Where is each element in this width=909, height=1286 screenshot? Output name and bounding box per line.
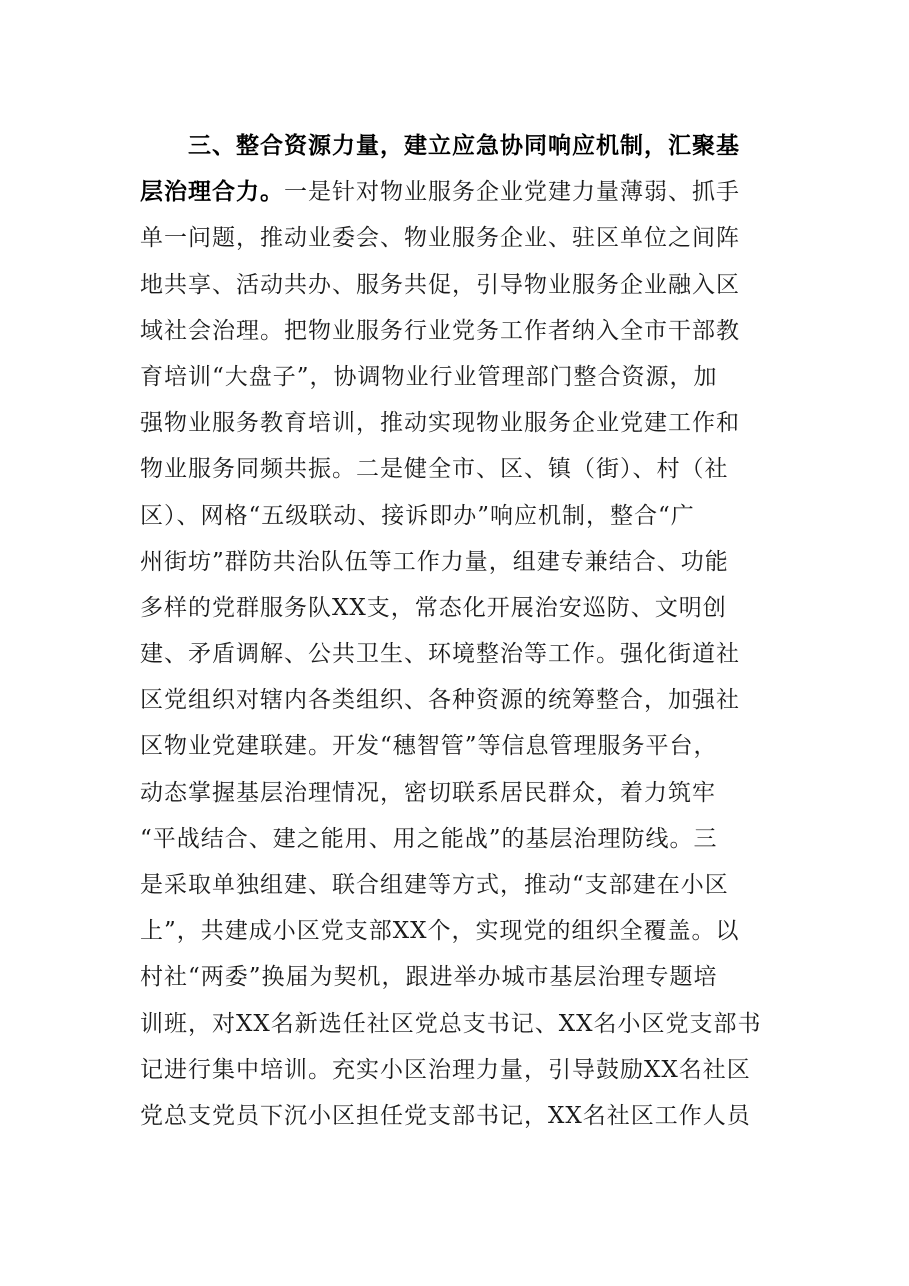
text-line: 单一问题，推动业委会、物业服务企业、驻区单位之间阵	[140, 225, 740, 252]
text-line: 域社会治理。把物业服务行业党务工作者纳入全市干部教	[140, 317, 740, 344]
text-line: 物业服务同频共振。二是健全市、区、镇（街）、村（社	[140, 456, 729, 483]
text-line: 动态掌握基层治理情况，密切联系居民群众，着力筑牢	[140, 779, 716, 806]
text-line	[140, 172, 780, 218]
text-line: 训班，对XX名新选任社区党总支书记、XX名小区党支部书	[140, 1010, 762, 1037]
text-line	[140, 126, 780, 172]
text-line-content: 一是针对物业服务企业党建力量薄弱、抓手	[284, 179, 740, 206]
text-line: 是采取单独组建、联合组建等方式，推动“支部建在小区	[140, 872, 729, 898]
text-line: 上”，共建成小区党支部XX个，实现党的组织全覆盖。以	[140, 918, 740, 945]
text-line: 地共享、活动共办、服务共促，引导物业服务企业融入区	[140, 271, 740, 298]
text-line: 记进行集中培训。充实小区治理力量，引导鼓励XX名社区	[140, 1056, 751, 1083]
text-line: 育培训“大盘子”，协调物业行业管理部门整合资源，加	[140, 363, 718, 390]
section-heading-continued: 层治理合力。	[140, 179, 284, 206]
text-line: 多样的党群服务队XX支，常态化开展治安巡防、文明创	[140, 594, 727, 621]
text-line: 村社“两委”换届为契机，跟进举办城市基层治理专题培	[140, 964, 718, 991]
text-line: “平战结合、建之能用、用之能战”的基层治理防线。三	[140, 825, 718, 852]
text-line: 强物业服务教育培训，推动实现物业服务企业党建工作和	[140, 410, 740, 437]
section-heading: 三、整合资源力量，建立应急协同响应机制，汇聚基	[188, 133, 740, 159]
text-line: 区）、网格“五级联动、接诉即办”响应机制，整合“广	[140, 502, 695, 529]
body-paragraph	[140, 126, 780, 1142]
text-line: 区物业党建联建。开发“穗智管”等信息管理服务平台，	[140, 733, 718, 760]
text-line: 建、矛盾调解、公共卫生、环境整治等工作。强化街道社	[140, 641, 740, 668]
text-line: 区党组织对辖内各类组织、各种资源的统筹整合，加强社	[140, 687, 740, 714]
text-line: 党总支党员下沉小区担任党支部书记，XX名社区工作人员	[140, 1102, 751, 1129]
text-line: 州街坊”群防共治队伍等工作力量，组建专兼结合、功能	[140, 548, 729, 575]
